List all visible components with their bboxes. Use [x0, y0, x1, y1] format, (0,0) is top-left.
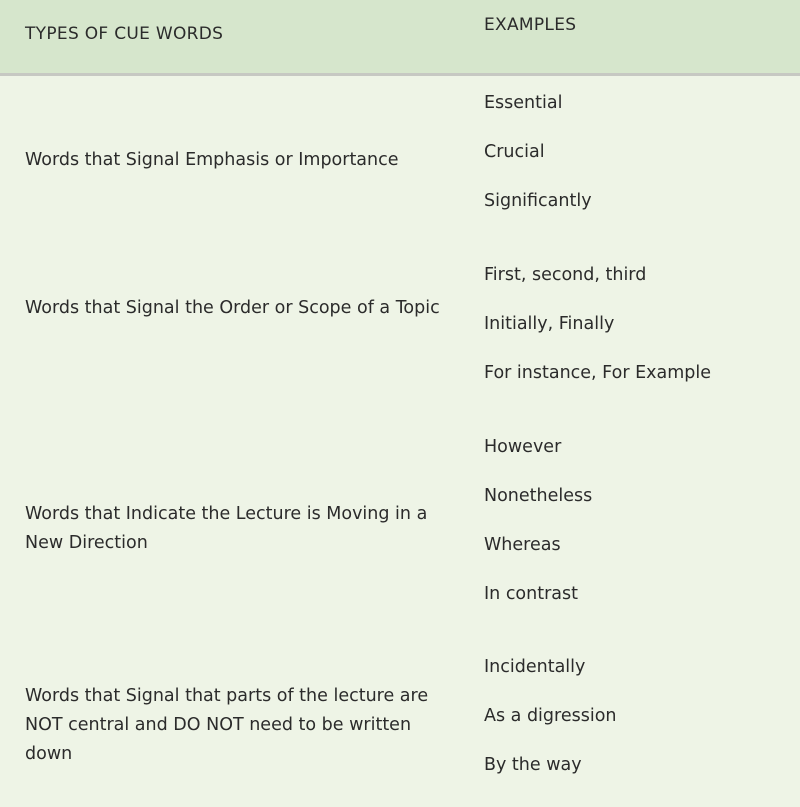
cue-type-label: Words that Signal the Order or Scope of a Topic — [25, 298, 440, 318]
header-examples: EXAMPLES — [484, 15, 577, 35]
example-item: Crucial — [484, 142, 545, 162]
header-types-of-cue-words: TYPES OF CUE WORDS — [25, 24, 224, 44]
examples-list — [484, 92, 592, 239]
example-item: First, second, third — [484, 265, 647, 285]
example-item: Initially, Finally — [484, 314, 615, 334]
example-item: Whereas — [484, 535, 561, 555]
example-item: As a digression — [484, 706, 617, 726]
cue-type-label: Words that Indicate the Lecture is Moving in a New Direction — [25, 504, 428, 553]
table-header — [0, 0, 800, 76]
example-item: However — [484, 437, 562, 457]
cue-type-label: Words that Signal that parts of the lecture are NOT central and DO NOT need to be written down — [25, 686, 429, 764]
cue-type-label: Words that Signal Emphasis or Importance — [25, 150, 399, 170]
examples-list — [484, 656, 617, 803]
example-item: In contrast — [484, 584, 578, 604]
example-item: For instance, For Example — [484, 363, 711, 383]
example-item: Significantly — [484, 191, 592, 211]
example-item: Essential — [484, 93, 563, 113]
example-item: Nonetheless — [484, 486, 593, 506]
examples-list — [484, 436, 592, 632]
example-item: By the way — [484, 755, 582, 775]
example-item: Incidentally — [484, 657, 586, 677]
examples-list — [484, 264, 711, 411]
